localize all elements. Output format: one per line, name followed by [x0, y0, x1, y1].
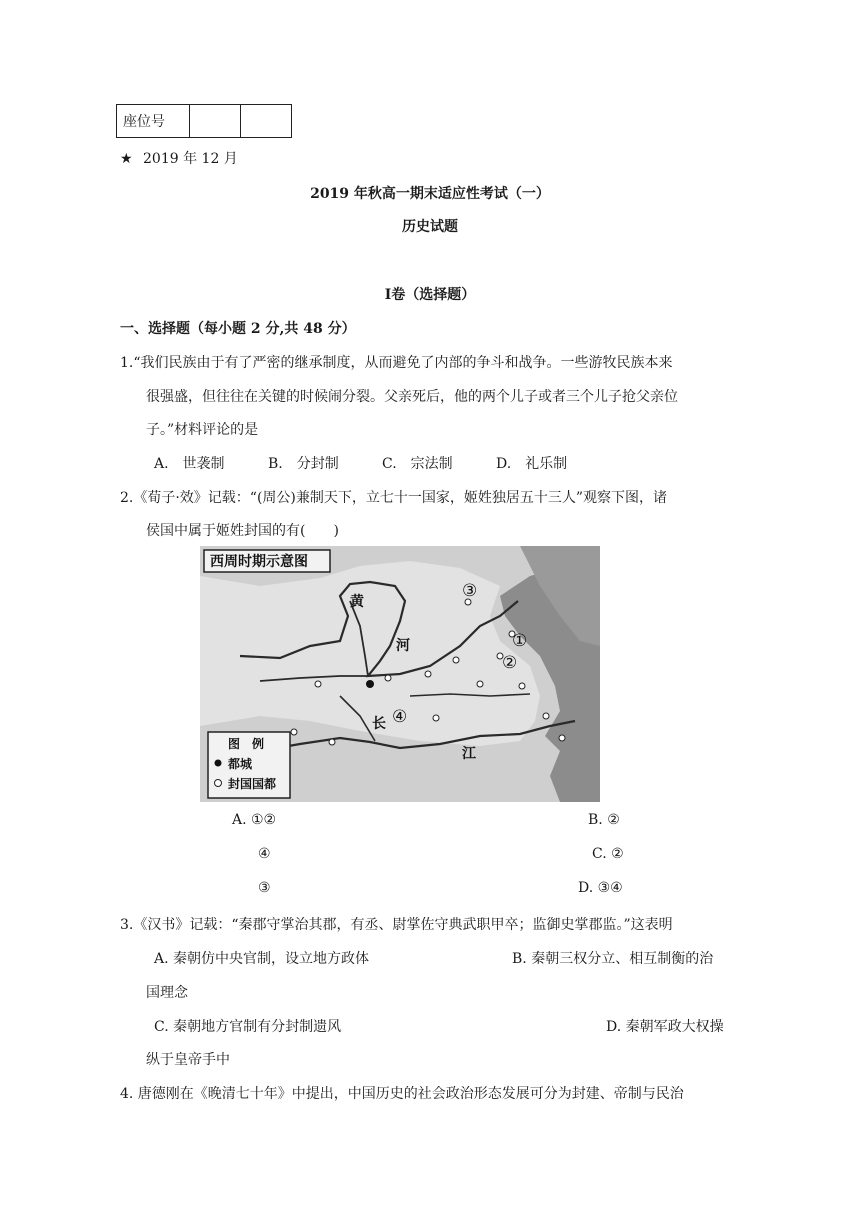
legend-fief-dot [215, 780, 222, 787]
exam-subject: 历史试题 [402, 219, 458, 235]
fief-dot [559, 735, 565, 741]
fief-dot [543, 713, 549, 719]
q3-option-b: B. 秦朝三权分立、相互制衡的治 [512, 951, 714, 967]
q1-option-c: C. 宗法制 [382, 456, 453, 472]
fief-dot [425, 671, 431, 677]
q2-option-c-cont: ③ [258, 880, 271, 896]
q2-option-a-cont: ④ [258, 846, 271, 862]
q2-option-d: D. ③④ [578, 880, 623, 896]
map-title: 西周时期示意图 [210, 553, 308, 569]
seat-number-box-2[interactable] [241, 105, 292, 138]
volume-heading: Ⅰ卷（选择题） [384, 287, 476, 303]
river-label-huang: 黄 [350, 594, 364, 610]
map-legend-title: 图 例 [228, 737, 265, 751]
exam-date [120, 148, 238, 168]
river-label-chang: 长 [372, 716, 386, 732]
q4-line-1: 4. 唐德刚在《晚清七十年》中提出，中国历史的社会政治形态发展可分为封建、帝制与民治 [120, 1086, 684, 1102]
western-zhou-map [200, 546, 600, 802]
q1-option-a: A. 世袭制 [154, 456, 225, 472]
q2-option-a: A. ①② [232, 812, 277, 828]
fief-dot [519, 683, 525, 689]
map-legend-fief: 封国国都 [228, 777, 277, 791]
fief-dot [385, 675, 391, 681]
legend-capital-dot [215, 760, 222, 767]
huai-river [410, 694, 530, 696]
fief-dot [453, 657, 459, 663]
q2-line-1: 2.《荀子·效》记载：“(周公)兼制天下，立七十一国家，姬姓独居五十三人”观察下图，诸 [120, 490, 668, 506]
seat-number-box-1[interactable] [190, 105, 241, 138]
map-marker-4: ④ [392, 707, 408, 727]
map-marker-3: ③ [462, 581, 478, 601]
q1-line-3: 子。”材料评论的是 [146, 422, 259, 438]
seat-number-table [116, 104, 292, 138]
map-marker-2: ② [502, 653, 518, 673]
map-marker-1: ① [512, 631, 528, 651]
q1-option-d: D. 礼乐制 [496, 456, 568, 472]
q3-option-a: A. 秦朝仿中央官制，设立地方政体 [154, 951, 370, 967]
q1-option-b: B. 分封制 [268, 456, 339, 472]
exam-title: 2019 年秋高一期末适应性考试（一） [310, 186, 550, 202]
star-icon: ★ [120, 151, 133, 167]
river-label-jiang: 江 [462, 746, 476, 762]
q3-option-c: C. 秦朝地方官制有分封制遗风 [154, 1019, 342, 1035]
fief-dot [315, 681, 321, 687]
fief-dot [291, 729, 297, 735]
map-sea [520, 546, 600, 646]
q2-line-2: 侯国中属于姬姓封国的有( ) [146, 523, 339, 539]
section-heading: 一、选择题（每小题 2 分,共 48 分） [120, 321, 356, 337]
fief-dot [433, 715, 439, 721]
q3-option-b-cont: 国理念 [146, 985, 188, 1001]
fief-dot [477, 681, 483, 687]
fief-dot [329, 739, 335, 745]
q3-line-1: 3.《汉书》记载：“秦郡守掌治其郡，有丞、尉掌佐守典武职甲卒；监御史掌郡监。”这表明 [120, 917, 673, 933]
q1-line-1: 1.“我们民族由于有了严密的继承制度，从而避免了内部的争斗和战争。一些游牧民族本来 [120, 355, 673, 371]
capital-dot [366, 680, 374, 688]
map-graphic [200, 546, 600, 802]
map-legend-capital: 都城 [228, 757, 253, 771]
seat-number-label: 座位号 [117, 105, 190, 138]
exam-date-text: 2019 年 12 月 [143, 151, 238, 167]
river-label-he: 河 [396, 638, 410, 654]
q3-option-d: D. 秦朝军政大权操 [606, 1019, 724, 1035]
q1-line-2: 很强盛，但往往在关键的时候闹分裂。父亲死后，他的两个儿子或者三个儿子抢父亲位 [146, 389, 678, 405]
q3-option-d-cont: 纵于皇帝手中 [146, 1052, 230, 1068]
q2-option-c: C. ② [592, 846, 624, 862]
q2-option-b: B. ② [588, 812, 620, 828]
